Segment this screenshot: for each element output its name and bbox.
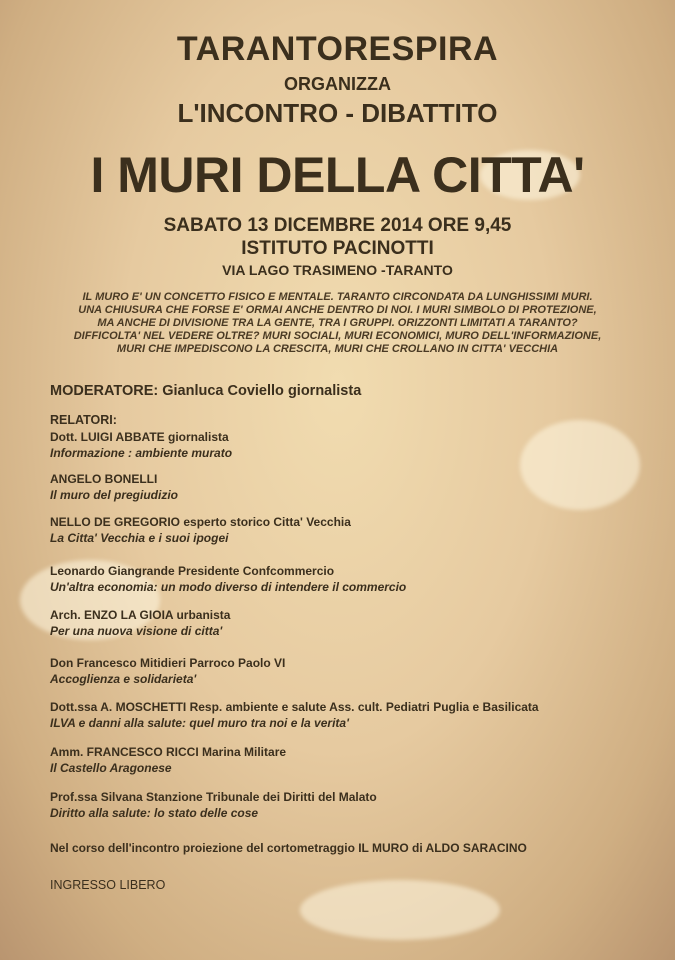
speaker-name: Prof.ssa Silvana Stanzione Tribunale dei Diritti del Malato	[50, 790, 377, 804]
speaker-entry	[50, 515, 351, 545]
intro-line: MA ANCHE DI DIVISIONE TRA LA GENTE, TRA I GRUPPI. ORIZZONTI LIMITATI A TARANTO?	[97, 317, 578, 329]
speaker-topic: Il muro del pregiudizio	[50, 488, 179, 502]
speaker-name: Arch. ENZO LA GIOIA urbanista	[50, 608, 231, 622]
speaker-entry	[50, 790, 377, 820]
free-entry-note: INGRESSO LIBERO	[50, 878, 166, 892]
speaker-topic: La Citta' Vecchia e i suoi ipogei	[50, 531, 229, 545]
speaker-name: Leonardo Giangrande Presidente Confcommercio	[50, 564, 335, 578]
speaker-topic: Accoglienza e solidarieta'	[50, 672, 197, 686]
speaker-name: Amm. FRANCESCO RICCI Marina Militare	[50, 745, 287, 759]
speaker-name: ANGELO BONELLI	[50, 472, 158, 486]
intro-line: DIFFICOLTA' NEL VEDERE OLTRE? MURI SOCIALI, MURI ECONOMICI, MURO DELL'INFORMAZIONE,	[73, 330, 602, 342]
event-address: VIA LAGO TRASIMENO -TARANTO	[222, 262, 453, 278]
speakers-heading: RELATORI:	[50, 413, 117, 427]
speaker-name: NELLO DE GREGORIO esperto storico Citta' Vecchia	[50, 515, 351, 529]
speaker-topic: Il Castello Aragonese	[50, 761, 172, 775]
speaker-topic: Per una nuova visione di citta'	[50, 624, 223, 638]
intro-line: IL MURO E' UN CONCETTO FISICO E MENTALE. TARANTO CIRCONDATA DA LUNGHISSIMI MURI.	[82, 291, 593, 303]
speaker-entry	[50, 745, 286, 775]
speaker-entry	[50, 564, 406, 594]
speaker-entry	[50, 472, 178, 502]
wall-texture-spot	[520, 420, 640, 510]
speaker-topic: ILVA e danni alla salute: quel muro tra noi e la verita'	[50, 716, 349, 730]
organizza-label: ORGANIZZA	[284, 74, 391, 94]
screening-note: Nel corso dell'incontro proiezione del cortometraggio IL MURO di ALDO SARACINO	[50, 841, 527, 855]
intro-paragraph	[60, 291, 615, 356]
speaker-entry	[50, 608, 230, 638]
event-title: I MURI DELLA CITTA'	[90, 147, 585, 203]
event-venue: ISTITUTO PACINOTTI	[241, 238, 434, 259]
speaker-topic: Informazione : ambiente murato	[50, 446, 233, 460]
speaker-name: Don Francesco Mitidieri Parroco Paolo VI	[50, 656, 286, 670]
speaker-entry	[50, 700, 539, 730]
speaker-name: Dott.ssa A. MOSCHETTI Resp. ambiente e salute Ass. cult. Pediatri Puglia e Basilicata	[50, 700, 539, 714]
event-date-time: SABATO 13 DICEMBRE 2014 ORE 9,45	[163, 215, 512, 236]
speaker-name: Dott. LUIGI ABBATE giornalista	[50, 430, 229, 444]
speaker-entry	[50, 656, 285, 686]
intro-line: UNA CHIUSURA CHE FORSE E' ORMAI ANCHE DENTRO DI NOI. I MURI SIMBOLO DI PROTEZIONE,	[78, 304, 597, 316]
intro-line: MURI CHE IMPEDISCONO LA CRESCITA, MURI CHE CROLLANO IN CITTA' VECCHIA	[116, 343, 559, 355]
moderator: MODERATORE: Gianluca Coviello giornalista	[50, 383, 362, 399]
speaker-topic: Un'altra economia: un modo diverso di intendere il commercio	[50, 580, 407, 594]
speaker-entry	[50, 430, 232, 460]
wall-texture-spot	[300, 880, 500, 940]
speaker-topic: Diritto alla salute: lo stato delle cose	[50, 806, 259, 820]
event-type: L'INCONTRO - DIBATTITO	[177, 98, 498, 128]
organization-name: TARANTORESPIRA	[176, 30, 499, 68]
